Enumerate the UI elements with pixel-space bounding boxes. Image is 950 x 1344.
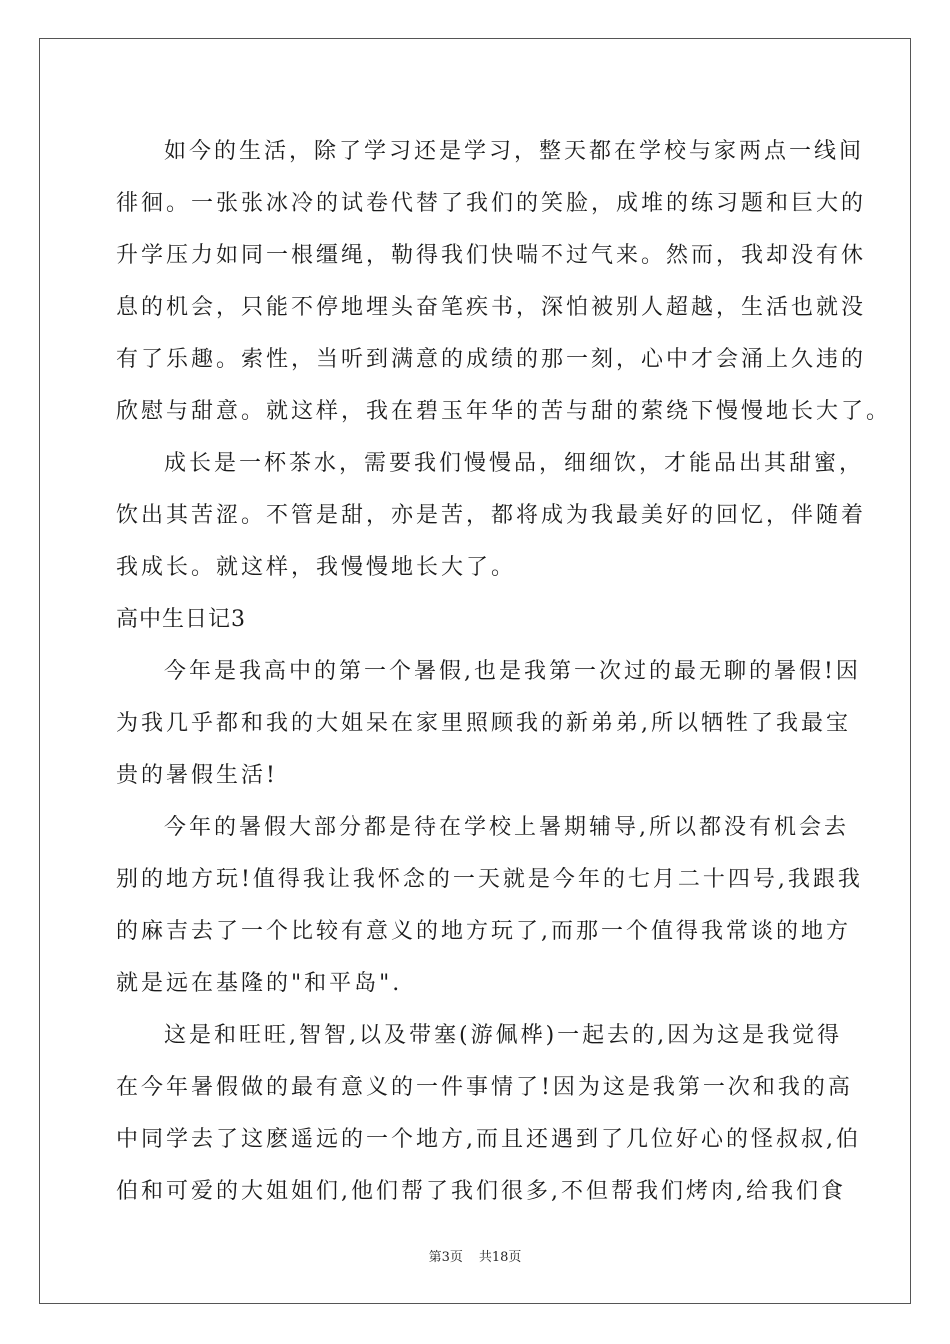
text-line: 这是和旺旺,智智,以及带塞(游佩桦)一起去的,因为这是我觉得 — [164, 1023, 843, 1048]
text-line: 就是远在基隆的"和平岛". — [116, 971, 403, 996]
text-line: 今年的暑假大部分都是待在学校上暑期辅导,所以都没有机会去 — [164, 815, 849, 840]
text-line: 息的机会，只能不停地埋头奋笔疾书，深怕被别人超越，生活也就没 — [116, 295, 867, 320]
text-line: 伯和可爱的大姐姐们,他们帮了我们很多,不但帮我们烤肉,给我们食 — [116, 1179, 846, 1204]
text-line: 的麻吉去了一个比较有意义的地方玩了,而那一个值得我常谈的地方 — [116, 919, 851, 944]
text-line: 升学压力如同一根缰绳，勒得我们快喘不过气来。然而，我却没有休 — [116, 243, 867, 268]
text-line: 今年是我高中的第一个暑假,也是我第一次过的最无聊的暑假!因 — [164, 659, 861, 684]
page-total: 共18页 — [478, 1250, 522, 1265]
text-line: 如今的生活，除了学习还是学习，整天都在学校与家两点一线间 — [164, 139, 865, 164]
text-line: 成长是一杯茶水，需要我们慢慢品，细细饮，才能品出其甜蜜， — [164, 451, 865, 476]
text-line: 中同学去了这麽遥远的一个地方,而且还遇到了几位好心的怪叔叔,伯 — [116, 1127, 861, 1152]
text-line: 别的地方玩!值得我让我怀念的一天就是今年的七月二十四号,我跟我 — [116, 867, 863, 892]
page-number: 第3页 — [428, 1250, 463, 1265]
page-footer — [0, 1246, 950, 1265]
text-line: 我成长。就这样，我慢慢地长大了。 — [116, 555, 517, 580]
text-line: 为我几乎都和我的大姐呆在家里照顾我的新弟弟,所以牺牲了我最宝 — [116, 711, 851, 736]
text-line: 徘徊。一张张冰冷的试卷代替了我们的笑脸，成堆的练习题和巨大的 — [116, 191, 867, 216]
text-line: 有了乐趣。索性，当听到满意的成绩的那一刻，心中才会涌上久违的 — [116, 347, 867, 372]
text-line: 饮出其苦涩。不管是甜，亦是苦，都将成为我最美好的回忆，伴随着 — [116, 503, 867, 528]
text-line: 贵的暑假生活! — [116, 763, 278, 788]
section-heading: 高中生日记3 — [116, 607, 246, 632]
document-body — [116, 126, 892, 1218]
text-line: 欣慰与甜意。就这样，我在碧玉年华的苦与甜的萦绕下慢慢地长大了。 — [116, 399, 892, 424]
text-line: 在今年暑假做的最有意义的一件事情了!因为这是我第一次和我的高 — [116, 1075, 853, 1100]
